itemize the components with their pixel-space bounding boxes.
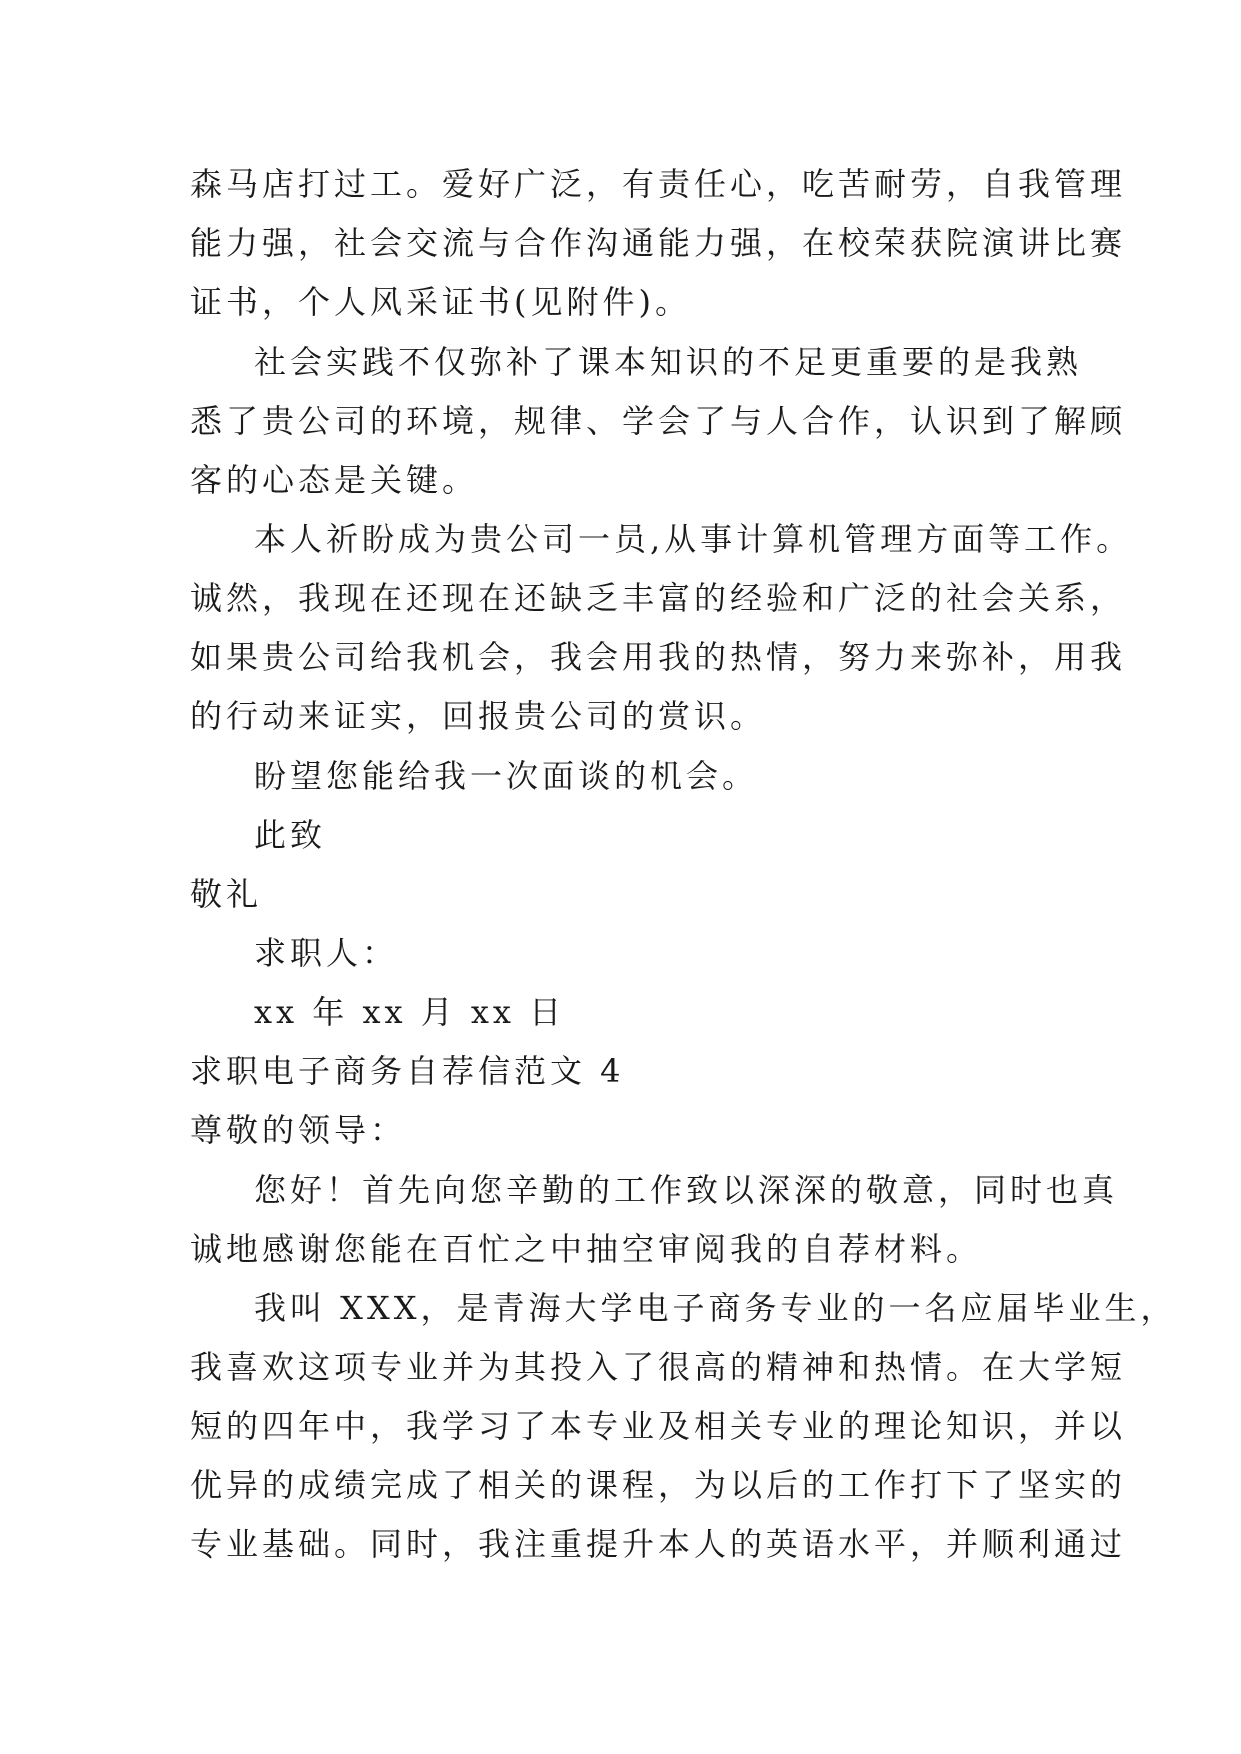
salutation: 尊敬的领导： xyxy=(190,1111,407,1149)
text-line: 敬礼 xyxy=(190,875,263,913)
text-line: 诚然，我现在还现在还缺乏丰富的经验和广泛的社会关系， xyxy=(190,579,1127,617)
text-line: 森马店打过工。爱好广泛，有责任心，吃苦耐劳，自我管理 xyxy=(190,165,1127,203)
text-line: 求职人： xyxy=(254,934,399,972)
text-line: 证书，个人风采证书(见附件)。 xyxy=(190,283,691,321)
text-line: 您好！首先向您辛勤的工作致以深深的敬意，同时也真 xyxy=(254,1171,1119,1209)
text-line: 专业基础。同时，我注重提升本人的英语水平，并顺利通过 xyxy=(190,1525,1127,1563)
date-line: xx 年 xx 月 xx 日 xyxy=(254,993,566,1031)
text-line: 的行动来证实，回报贵公司的赏识。 xyxy=(190,697,767,735)
section-title: 求职电子商务自荐信范文 4 xyxy=(190,1052,625,1090)
text-line: 此致 xyxy=(254,816,327,854)
text-line: 社会实践不仅弥补了课本知识的不足更重要的是我熟 xyxy=(254,343,1083,381)
text-line: 悉了贵公司的环境，规律、学会了与人合作，认识到了解顾 xyxy=(190,402,1127,440)
text-line: 我喜欢这项专业并为其投入了很高的精神和热情。在大学短 xyxy=(190,1348,1127,1386)
text-line: 优异的成绩完成了相关的课程，为以后的工作打下了坚实的 xyxy=(190,1466,1127,1504)
text-line: 本人祈盼成为贵公司一员,从事计算机管理方面等工作。 xyxy=(254,520,1133,558)
text-line: 能力强，社会交流与合作沟通能力强，在校荣获院演讲比赛 xyxy=(190,224,1127,262)
text-line: 盼望您能给我一次面谈的机会。 xyxy=(254,757,759,795)
text-line: 我叫 XXX，是青海大学电子商务专业的一名应届毕业生， xyxy=(254,1289,1177,1327)
text-line: 如果贵公司给我机会，我会用我的热情，努力来弥补，用我 xyxy=(190,638,1127,676)
text-line: 诚地感谢您能在百忙之中抽空审阅我的自荐材料。 xyxy=(190,1230,983,1268)
text-line: 客的心态是关键。 xyxy=(190,461,479,499)
text-line: 短的四年中，我学习了本专业及相关专业的理论知识，并以 xyxy=(190,1407,1127,1445)
